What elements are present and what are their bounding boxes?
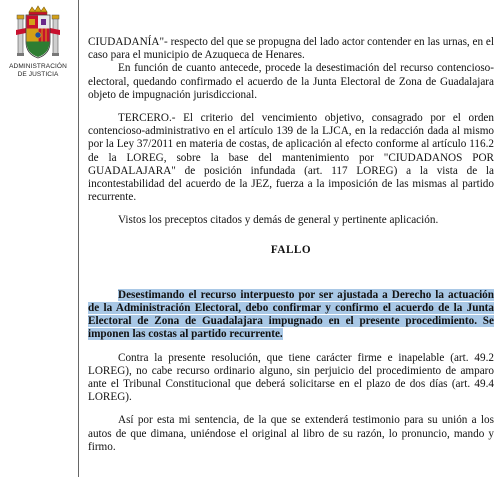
administration-label (2, 63, 74, 79)
paragraph-1: CIUDADANÍA"- respecto del que se propugna del lado actor contender en las urnas, en el caso para el municipio de Azuqueca de Henares. (88, 36, 494, 62)
sidebar (0, 0, 80, 477)
ruling-paragraph[interactable] (88, 289, 494, 342)
paragraph-recurso: Contra la presente resolución, que tiene carácter firme e inapelable (art. 49.2 LOREG), no cabe recurso ordinario alguno, sin perjuicio del procedimiento de amparo ante el Tribunal Constitucional que deberá solicitarse en el plazo de dos días (art. 49.4 LOREG). (88, 351, 494, 404)
margin-rule (78, 0, 79, 477)
coat-of-arms-icon (14, 4, 62, 64)
paragraph-tercero: TERCERO.- El criterio del vencimiento objetivo, consagrado por el orden contencioso-administrativo en el artículo 139 de la LJCA, en la redacción dada al mismo por la Ley 37/2011 en materia de costas, de aplicación al efecto conforme al artículo 116.2 de la LOREG, sobre la base del mantenimiento por "CIUDADANOS POR GUADALAJARA" de posición infundada (art. 117 LOREG) a la vista de la incontestabilidad del acuerdo de la JEZ, fuerza a la imposición de las mismas al partido recurrente. (88, 112, 494, 204)
paragraph-2: En función de cuanto antecede, procede la desestimación del recurso contencioso-electoral, quedando confirmado el acuerdo de la Junta Electoral de Zona de Guadalajara objeto de impugnación jurisdiccional. (88, 62, 494, 101)
ruling-highlighted-text[interactable]: Desestimando el recurso interpuesto por ser ajustada a Derecho la actuación de la Administración Electoral, debo confirmar y confirmo el acuerdo de la Junta Electoral de Zona de Guadalajara impugnado en el presente procedimiento. Se imponen las costas al partido recurrente. (88, 288, 494, 341)
document-body (88, 36, 494, 454)
fallo-heading: FALLO (270, 243, 312, 256)
paragraph-closing: Así por esta mi sentencia, de la que se extenderá testimonio para su unión a los autos de que dimana, uniéndose el original al libro de su razón, lo pronuncio, mando y firmo. (88, 414, 494, 453)
admin-label-line1: ADMINISTRACIÓN (9, 63, 67, 70)
admin-label-line2: DE JUSTICIA (17, 71, 59, 78)
paragraph-vistos: Vistos los preceptos citados y demás de general y pertinente aplicación. (118, 214, 439, 227)
